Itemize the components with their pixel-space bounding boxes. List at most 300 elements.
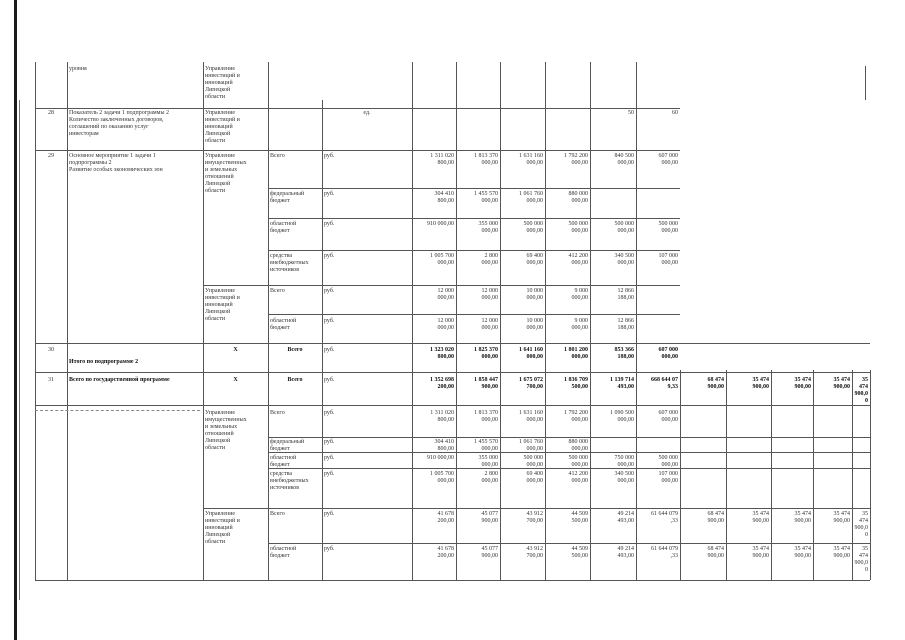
row-unit: [324, 253, 348, 260]
cell-text-line: 1 139 714: [610, 377, 634, 383]
cell-text-line: 840 500: [614, 153, 634, 159]
value-cell: [728, 511, 769, 525]
value-cell: [414, 347, 454, 361]
cell-text-line: 500,00: [571, 518, 588, 524]
value-cell: [815, 511, 850, 525]
cell-text-line: 44 509: [571, 511, 588, 517]
cell-text-line: 800,00: [437, 446, 454, 452]
cell-text-line: 853 366: [614, 347, 634, 353]
value-cell: [854, 546, 868, 574]
grid-hline: [268, 250, 680, 251]
cell-text-line: 900,0: [854, 560, 868, 566]
cell-text-line: 1 631 160: [519, 153, 543, 159]
cell-text-line: областной: [270, 221, 297, 227]
cell-text-line: 355 000: [478, 455, 498, 461]
grid-vline: [680, 370, 681, 580]
row-source: [270, 511, 320, 518]
cell-text-line: средства: [270, 471, 293, 477]
cell-text-line: инноваций: [205, 124, 233, 130]
value-cell: [502, 511, 543, 525]
value-cell: [638, 546, 678, 560]
cell-text-line: 000,00: [481, 260, 498, 266]
cell-text-line: Липецкой: [205, 438, 231, 444]
cell-text-line: 000,00: [571, 260, 588, 266]
cell-text-line: 1 792 200: [564, 153, 588, 159]
cell-text-line: 800,00: [437, 354, 454, 360]
value-cell: [502, 153, 543, 167]
row-unit: [324, 410, 348, 417]
value-cell: [638, 110, 678, 117]
cell-text-line: инноваций: [205, 525, 233, 531]
cell-text-line: 000,00: [526, 446, 543, 452]
cell-text-line: 900,00: [752, 518, 769, 524]
cell-text-line: 1 061 760: [519, 439, 543, 445]
cell-text-line: 900,00: [794, 553, 811, 559]
cell-text-line: 61 644 079: [651, 511, 678, 517]
cell-text-line: 43 912: [526, 511, 543, 517]
cell-text-line: 000,00: [571, 325, 588, 331]
cell-text-line: 1 005 700: [430, 471, 454, 477]
cell-text-line: 000,00: [571, 160, 588, 166]
row-name: [69, 110, 201, 138]
cell-text-line: Основное мероприятие 1 задачи 1: [69, 153, 156, 159]
cell-text-line: 355 000: [478, 221, 498, 227]
cell-text-line: Управление: [205, 66, 236, 72]
cell-text-line: 1 825 370: [474, 347, 498, 353]
cell-text-line: 35 474: [794, 377, 811, 383]
cell-text-line: бюджет: [270, 228, 290, 234]
cell-text-line: 107 000: [658, 253, 678, 259]
value-cell: [592, 153, 634, 167]
cell-text-line: уровня: [69, 66, 87, 72]
cell-text-line: 000,00: [526, 462, 543, 468]
cell-text-line: 1 641 160: [519, 347, 543, 353]
row-name: [69, 359, 201, 366]
cell-text-line: 35 474: [833, 546, 850, 552]
value-cell: [458, 253, 498, 267]
cell-text-line: 900,00: [481, 518, 498, 524]
value-cell: [414, 153, 454, 167]
row-executor: [205, 410, 266, 452]
row-name: [69, 66, 201, 73]
cell-text-line: 1 090 500: [610, 410, 634, 416]
row-source: [270, 439, 320, 453]
row-unit: [324, 191, 348, 198]
cell-text-line: 000,00: [617, 228, 634, 234]
grid-hline: [268, 314, 680, 315]
cell-text-line: 900,00: [707, 518, 724, 524]
cell-text-line: 700,00: [526, 553, 543, 559]
cell-text-line: Х: [233, 347, 238, 353]
value-cell: [815, 546, 850, 560]
grid-hline: [35, 580, 870, 581]
cell-text-line: 900,00: [833, 518, 850, 524]
grid-vline: [771, 370, 772, 580]
value-cell: [547, 439, 588, 453]
cell-text-line: 0: [865, 567, 868, 573]
cell-text-line: 000,00: [481, 325, 498, 331]
value-cell: [502, 377, 543, 391]
cell-text-line: Итого по подпрограмме 2: [69, 359, 139, 365]
value-cell: [592, 221, 634, 235]
value-cell: [547, 455, 588, 469]
cell-text-line: инноваций: [205, 80, 233, 86]
cell-text-line: 000,00: [481, 354, 498, 360]
value-cell: [547, 546, 588, 560]
cell-text-line: 0: [865, 532, 868, 538]
cell-text-line: областной: [270, 455, 297, 461]
cell-text-line: бюджет: [270, 198, 290, 204]
cell-text-line: 1 675 072: [519, 377, 543, 383]
cell-text-line: 68 474: [707, 377, 724, 383]
cell-text-line: областной: [270, 546, 297, 552]
value-cell: [638, 253, 678, 267]
value-cell: [458, 410, 498, 424]
value-cell: [854, 511, 868, 539]
cell-text-line: 910 000,00: [427, 221, 454, 227]
row-unit: [324, 347, 348, 354]
cell-text-line: 9 000: [574, 318, 588, 324]
grid-vline: [870, 370, 871, 580]
cell-text-line: 61 644 079: [651, 546, 678, 552]
row-source: [270, 410, 320, 417]
cell-text-line: Управление: [205, 511, 236, 517]
row-source: [270, 455, 320, 469]
value-cell: [547, 410, 588, 424]
value-cell: [547, 511, 588, 525]
cell-text-line: 69 400: [526, 471, 543, 477]
value-cell: [547, 318, 588, 332]
cell-text-line: 500 000: [523, 455, 543, 461]
cell-text-line: 1 813 370: [474, 410, 498, 416]
cell-text-line: 000,00: [481, 478, 498, 484]
cell-text-line: 000,00: [526, 478, 543, 484]
cell-text-line: 1 061 760: [519, 191, 543, 197]
grid-hline: [203, 508, 870, 509]
row-source: [270, 288, 320, 295]
value-cell: [592, 110, 634, 117]
cell-text-line: 1 455 570: [474, 191, 498, 197]
cell-text-line: 800,00: [437, 198, 454, 204]
cell-text-line: 000,00: [617, 260, 634, 266]
grid-hline: [35, 405, 870, 406]
cell-text-line: 50: [628, 110, 634, 116]
cell-text-line: инвестиций и: [205, 295, 240, 301]
value-cell: [638, 455, 678, 469]
cell-text-line: 000,00: [526, 260, 543, 266]
cell-text-line: 000,00: [481, 228, 498, 234]
cell-text-line: 12 866: [617, 318, 634, 324]
grid-vline: [865, 66, 866, 100]
cell-text-line: 500 000: [658, 221, 678, 227]
value-cell: [414, 288, 454, 302]
cell-text-line: 35 474: [794, 546, 811, 552]
cell-text-line: Развитие особых экономических зон: [69, 167, 163, 173]
cell-text-line: 1 455 570: [474, 439, 498, 445]
row-unit: [324, 110, 410, 117]
row-executor: [205, 153, 266, 195]
value-cell: [592, 455, 634, 469]
value-cell: [458, 455, 498, 469]
cell-text-line: 474: [859, 518, 868, 524]
cell-text-line: инвестиций и: [205, 117, 240, 123]
cell-text-line: 28: [48, 110, 54, 116]
cell-text-line: и земельных: [205, 424, 238, 430]
cell-text-line: 304 410: [434, 439, 454, 445]
cell-text-line: 35 474: [794, 511, 811, 517]
row-unit: [324, 455, 348, 462]
cell-text-line: 474: [859, 384, 868, 390]
row-source: [270, 318, 320, 332]
cell-text-line: 000,00: [661, 260, 678, 266]
value-cell: [682, 377, 724, 391]
cell-text-line: области: [205, 138, 226, 144]
row-unit: [324, 153, 348, 160]
cell-text-line: 188,00: [617, 325, 634, 331]
cell-text-line: 900,00: [707, 553, 724, 559]
cell-text-line: 000,00: [481, 417, 498, 423]
cell-text-line: 1 005 700: [430, 253, 454, 259]
cell-text-line: 000,00: [481, 295, 498, 301]
cell-text-line: 493,00: [617, 518, 634, 524]
value-cell: [458, 439, 498, 453]
grid-vline: [203, 62, 204, 580]
value-cell: [458, 153, 498, 167]
row-executor: [205, 377, 266, 384]
value-cell: [592, 347, 634, 361]
cell-text-line: руб.: [324, 191, 335, 197]
cell-text-line: 000,00: [571, 417, 588, 423]
cell-text-line: ,33: [670, 518, 678, 524]
cell-text-line: 800,00: [437, 160, 454, 166]
cell-text-line: 910 000,00: [427, 455, 454, 461]
cell-text-line: 000,00: [526, 295, 543, 301]
cell-text-line: 29: [48, 153, 54, 159]
value-cell: [502, 288, 543, 302]
cell-text-line: 000,00: [481, 160, 498, 166]
cell-text-line: 000,00: [617, 160, 634, 166]
cell-text-line: руб.: [324, 288, 335, 294]
cell-text-line: 412 200: [568, 253, 588, 259]
cell-text-line: 2 800: [484, 253, 498, 259]
cell-text-line: 31: [48, 377, 54, 383]
cell-text-line: подпрограммы 2: [69, 160, 112, 166]
cell-text-line: 000,00: [571, 478, 588, 484]
cell-text-line: областной: [270, 318, 297, 324]
row-unit: [324, 318, 348, 325]
value-cell: [592, 318, 634, 332]
cell-text-line: 500 000: [568, 455, 588, 461]
cell-text-line: 750 000: [614, 455, 634, 461]
value-cell: [502, 546, 543, 560]
row-unit: [324, 471, 348, 478]
cell-text-line: 900,00: [481, 384, 498, 390]
cell-text-line: 1 352 698: [430, 377, 454, 383]
cell-text-line: 474: [859, 553, 868, 559]
row-unit: [324, 288, 348, 295]
cell-text-line: 1 801 200: [564, 347, 588, 353]
cell-text-line: 668 644 07: [651, 377, 678, 383]
cell-text-line: 188,00: [617, 295, 634, 301]
cell-text-line: 607 000: [658, 153, 678, 159]
cell-text-line: 000,00: [571, 462, 588, 468]
cell-text-line: Всего: [270, 288, 285, 294]
cell-text-line: 1 631 160: [519, 410, 543, 416]
value-cell: [502, 253, 543, 267]
cell-text-line: руб.: [324, 153, 335, 159]
row-executor: [205, 347, 266, 354]
cell-text-line: 2 800: [484, 471, 498, 477]
cell-text-line: руб.: [324, 221, 335, 227]
cell-text-line: бюджет: [270, 553, 290, 559]
value-cell: [638, 377, 678, 391]
cell-text-line: федеральный: [270, 191, 305, 197]
cell-text-line: 500 000: [523, 221, 543, 227]
cell-text-line: 700,00: [526, 384, 543, 390]
cell-text-line: 49 214: [617, 511, 634, 517]
value-cell: [414, 191, 454, 205]
cell-text-line: 700,00: [526, 518, 543, 524]
cell-text-line: 12 000: [481, 288, 498, 294]
cell-text-line: инвесторам: [69, 131, 99, 137]
cell-text-line: 35: [862, 546, 868, 552]
cell-text-line: бюджет: [270, 325, 290, 331]
cell-text-line: 900,0: [854, 391, 868, 397]
value-cell: [502, 347, 543, 361]
value-cell: [547, 191, 588, 205]
cell-text-line: руб.: [324, 511, 335, 517]
value-cell: [638, 347, 678, 361]
cell-text-line: 900,00: [794, 384, 811, 390]
row-source: [270, 221, 320, 235]
grid-hline: [35, 410, 200, 411]
cell-text-line: 41 678: [437, 511, 454, 517]
row-name: [69, 377, 201, 384]
cell-text-line: Управление: [205, 410, 236, 416]
cell-text-line: внебюджетных: [270, 260, 309, 266]
cell-text-line: федеральный: [270, 439, 305, 445]
value-cell: [638, 511, 678, 525]
cell-text-line: 35 474: [833, 377, 850, 383]
grid-vline: [590, 62, 591, 580]
value-cell: [547, 377, 588, 391]
cell-text-line: 45 077: [481, 546, 498, 552]
cell-text-line: 35: [862, 511, 868, 517]
cell-text-line: 000,00: [437, 325, 454, 331]
value-cell: [414, 511, 454, 525]
cell-text-line: ед.: [363, 110, 371, 116]
cell-text-line: 000,00: [571, 295, 588, 301]
value-cell: [502, 471, 543, 485]
cell-text-line: области: [205, 188, 226, 194]
cell-text-line: 200,00: [437, 553, 454, 559]
cell-text-line: Липецкой: [205, 532, 231, 538]
cell-text-line: инвестиций и: [205, 73, 240, 79]
grid-vline: [268, 62, 269, 580]
cell-text-line: 35: [862, 377, 868, 383]
cell-text-line: 000,00: [571, 446, 588, 452]
cell-text-line: 900,00: [752, 553, 769, 559]
cell-text-line: 340 500: [614, 253, 634, 259]
cell-text-line: внебюджетных: [270, 478, 309, 484]
value-cell: [547, 221, 588, 235]
cell-text-line: 900,00: [833, 553, 850, 559]
cell-text-line: Липецкой: [205, 309, 231, 315]
cell-text-line: Липецкой: [205, 181, 231, 187]
value-cell: [502, 191, 543, 205]
cell-text-line: 000,00: [437, 295, 454, 301]
cell-text-line: 68 474: [707, 511, 724, 517]
cell-text-line: соглашений по оказанию услуг: [69, 124, 149, 130]
value-cell: [414, 318, 454, 332]
cell-text-line: руб.: [324, 347, 335, 353]
cell-text-line: Всего: [270, 410, 285, 416]
cell-text-line: 500 000: [614, 221, 634, 227]
value-cell: [815, 377, 850, 391]
value-cell: [458, 511, 498, 525]
value-cell: [414, 455, 454, 462]
cell-text-line: Всего: [287, 377, 303, 383]
cell-text-line: средства: [270, 253, 293, 259]
cell-text-line: 000,00: [661, 462, 678, 468]
row-source: [270, 153, 320, 160]
cell-text-line: 900,00: [752, 384, 769, 390]
value-cell: [773, 377, 811, 391]
cell-text-line: источников: [270, 267, 300, 273]
value-cell: [414, 439, 454, 453]
cell-text-line: руб.: [324, 439, 335, 445]
row-executor: [205, 66, 266, 101]
value-cell: [547, 288, 588, 302]
cell-text-line: Липецкой: [205, 131, 231, 137]
cell-text-line: 412 200: [568, 471, 588, 477]
cell-text-line: 1 323 020: [430, 347, 454, 353]
cell-text-line: 000,00: [617, 417, 634, 423]
value-cell: [728, 377, 769, 391]
cell-text-line: 000,00: [526, 354, 543, 360]
cell-text-line: Показатель 2 задачи 1 подпрограммы 2: [69, 110, 170, 116]
cell-text-line: отношений: [205, 174, 234, 180]
value-cell: [458, 471, 498, 485]
row-source: [270, 377, 320, 384]
cell-text-line: 500 000: [658, 455, 678, 461]
grid-hline: [268, 218, 680, 219]
value-cell: [592, 511, 634, 525]
row-source: [270, 546, 320, 560]
cell-text-line: 30: [48, 347, 54, 353]
cell-text-line: инноваций: [205, 302, 233, 308]
cell-text-line: 000,00: [437, 478, 454, 484]
value-cell: [414, 377, 454, 391]
cell-text-line: 12 000: [437, 318, 454, 324]
value-cell: [458, 347, 498, 361]
value-cell: [502, 455, 543, 469]
cell-text-line: 43 912: [526, 546, 543, 552]
value-cell: [458, 318, 498, 332]
cell-text-line: 41 678: [437, 546, 454, 552]
grid-hline: [268, 543, 870, 544]
value-cell: [773, 546, 811, 560]
cell-text-line: Управление: [205, 153, 236, 159]
cell-text-line: 12 000: [437, 288, 454, 294]
cell-text-line: 000,00: [661, 478, 678, 484]
value-cell: [502, 410, 543, 424]
cell-text-line: 107 000: [658, 471, 678, 477]
value-cell: [414, 546, 454, 560]
cell-text-line: 10 000: [526, 288, 543, 294]
grid-hline: [35, 150, 680, 151]
cell-text-line: 188,00: [617, 354, 634, 360]
